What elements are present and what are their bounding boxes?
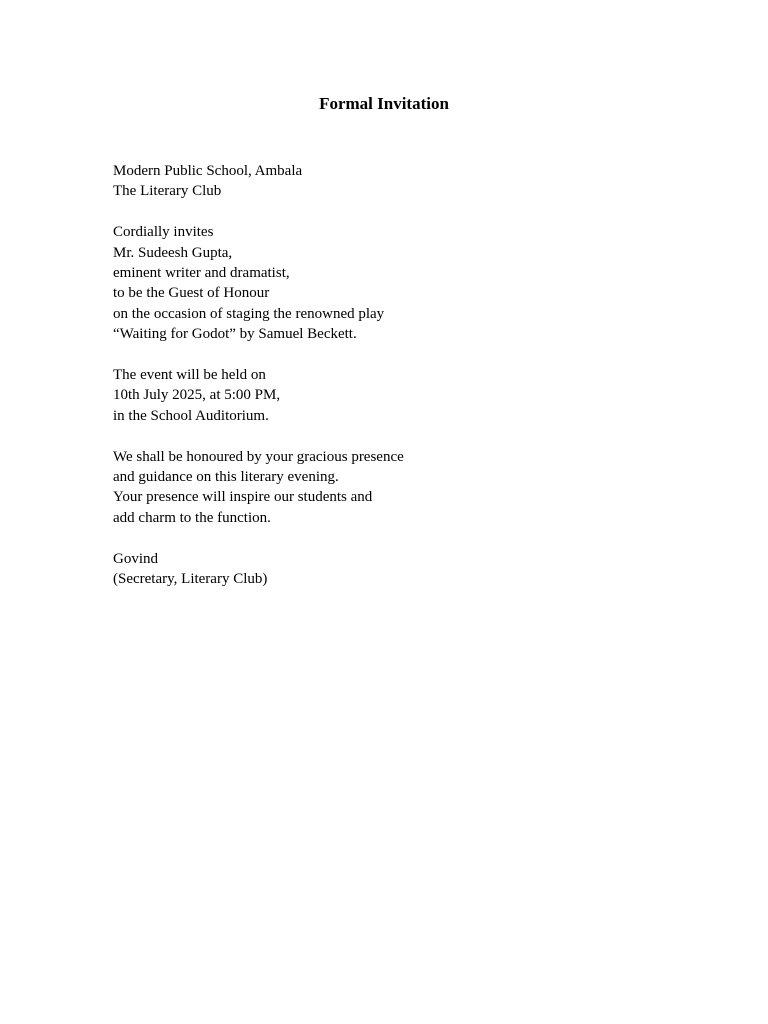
text-line: on the occasion of staging the renowned play (113, 305, 385, 322)
sender-block (113, 161, 673, 202)
signature-block (113, 549, 673, 590)
text-line: eminent writer and dramatist, (113, 265, 290, 282)
club-name: The Literary Club (113, 183, 222, 200)
text-line: Your presence will inspire our students and (113, 489, 373, 506)
event-details-paragraph (113, 365, 673, 426)
text-line: We shall be honoured by your gracious presence (113, 448, 404, 465)
text-line: and guidance on this literary evening. (113, 469, 339, 486)
event-venue: in the School Auditorium. (113, 407, 269, 424)
school-name: Modern Public School, Ambala (113, 163, 303, 179)
text-line: Cordially invites (113, 224, 214, 241)
text-line: The event will be held on (113, 367, 266, 384)
invitation-paragraph (113, 222, 673, 344)
document-title: Formal Invitation (319, 94, 449, 113)
invitation-body (113, 161, 673, 610)
text-line: to be the Guest of Honour (113, 285, 270, 302)
text-line: add charm to the function. (113, 509, 271, 526)
closing-paragraph (113, 447, 673, 529)
play-title-line: “Waiting for Godot” by Samuel Beckett. (113, 326, 357, 343)
signatory-name: Govind (113, 550, 158, 567)
guest-name: Mr. Sudeesh Gupta, (113, 244, 233, 261)
event-date-time: 10th July 2025, at 5:00 PM, (113, 387, 281, 404)
signatory-designation: (Secretary, Literary Club) (113, 571, 268, 588)
